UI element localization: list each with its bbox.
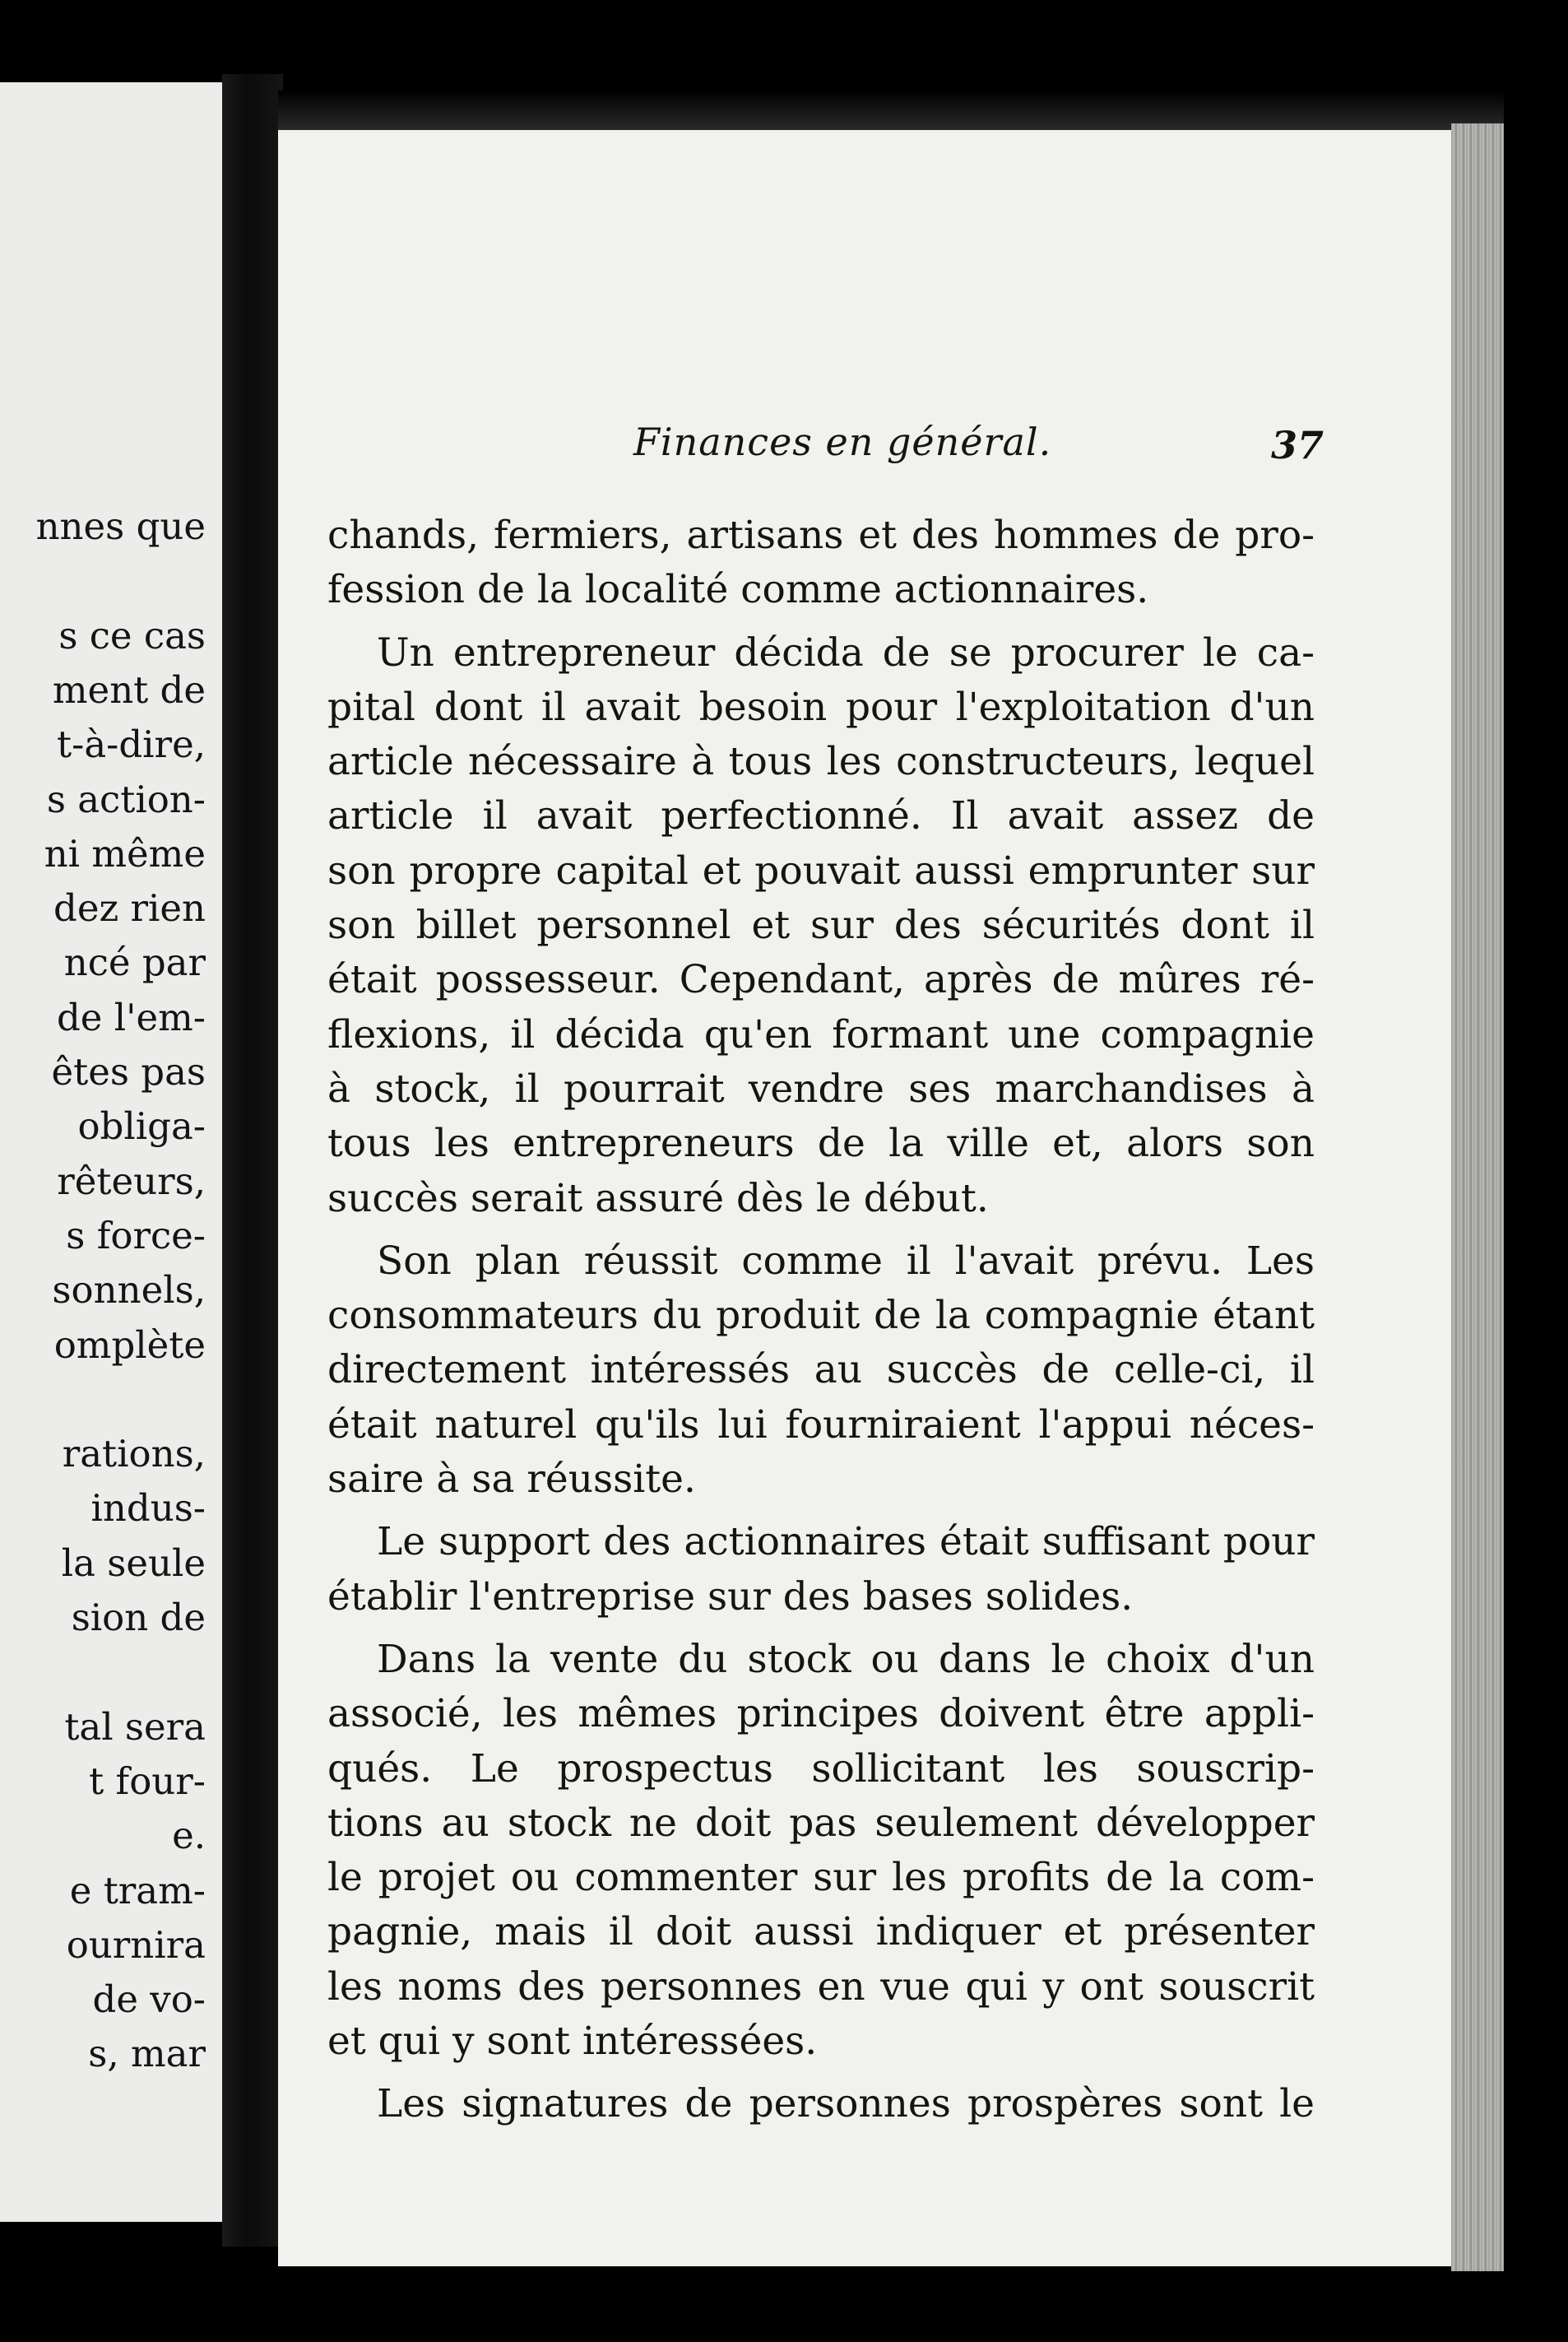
text-line: qués. Le prospectus sollicitant les souscrip-	[327, 1745, 1315, 1791]
paragraph	[327, 509, 1315, 618]
paragraph	[327, 2077, 1315, 2131]
paragraph	[327, 626, 1315, 1226]
previous-page-line: sion de	[71, 1596, 206, 1639]
page-number: 37	[1271, 423, 1324, 467]
text-line: consommateurs du produit de la compagnie étant	[327, 1293, 1315, 1339]
previous-page-line: de vo-	[92, 1977, 206, 2022]
text-line: établir l'entreprise sur des bases solides.	[327, 1573, 1134, 1619]
text-line: les noms des personnes en vue qui y ont souscrit	[327, 1963, 1315, 2010]
text-line: à stock, il pourrait vendre ses marchandises à	[327, 1066, 1315, 1112]
text-line: article nécessaire à tous les constructeurs, lequel	[327, 739, 1315, 785]
previous-page-line: tal sera	[64, 1704, 206, 1749]
paragraph	[327, 1515, 1315, 1624]
previous-page-line: de l'em-	[56, 995, 206, 1039]
text-line: pagnie, mais il doit aussi indiquer et présenter	[327, 1909, 1315, 1955]
text-line: tions au stock ne doit pas seulement développer	[327, 1800, 1315, 1846]
previous-page-line: nnes que	[35, 504, 206, 548]
previous-page-line: t four-	[89, 1759, 206, 1803]
text-line: chands, fermiers, artisans et des hommes de pro-	[327, 513, 1315, 558]
previous-page-line: e tram-	[69, 1868, 206, 1912]
paragraph	[327, 1234, 1315, 1507]
previous-page-line: ment de	[52, 667, 206, 712]
previous-page-line: omplète	[53, 1322, 206, 1367]
previous-page-text	[0, 82, 230, 2222]
text-line: saire à sa réussite.	[327, 1457, 696, 1503]
page-header	[280, 411, 1333, 477]
previous-page-line: indus-	[90, 1486, 206, 1531]
text-line: succès serait assuré dès le début.	[327, 1175, 989, 1221]
text-line: flexions, il décida qu'en formant une compagnie	[327, 1011, 1315, 1057]
book-spine	[222, 74, 283, 2247]
previous-page-line: dez rien	[53, 886, 206, 931]
text-line: Un entrepreneur décida de se procurer le ca-	[377, 630, 1315, 676]
previous-page-line: ncé par	[63, 941, 206, 985]
body-text	[327, 509, 1315, 2132]
paragraph	[327, 1633, 1315, 2069]
text-line: son billet personnel et sur des sécurités dont il	[327, 903, 1315, 949]
text-line: pital dont il avait besoin pour l'exploitation d'un	[327, 684, 1315, 730]
text-line: le projet ou commenter sur les profits de la com-	[327, 1855, 1315, 1901]
page-edge-stack	[1451, 123, 1504, 2271]
text-line: Les signatures de personnes prospères sont le	[377, 2081, 1315, 2127]
previous-page-line: s force-	[66, 1213, 206, 1257]
previous-page-line: ournira	[66, 1922, 206, 1967]
previous-page-line: t-à-dire,	[57, 723, 206, 767]
text-line: et qui y sont intéressées.	[327, 2019, 818, 2065]
previous-page-line: rêteurs,	[57, 1159, 206, 1203]
text-line: était naturel qu'ils lui fourniraient l'appui néces-	[327, 1401, 1315, 1447]
text-line: tous les entrepreneurs de la ville et, alors son	[327, 1121, 1315, 1167]
text-line: Son plan réussit comme il l'avait prévu. Les	[377, 1238, 1315, 1284]
text-line: était possesseur. Cependant, après de mûres ré-	[327, 957, 1315, 1003]
text-line: son propre capital et pouvait aussi emprunter sur	[327, 848, 1315, 894]
previous-page-fragment	[0, 82, 230, 2222]
previous-page-line: s action-	[46, 777, 206, 821]
text-line: Dans la vente du stock ou dans le choix d'un	[377, 1636, 1315, 1682]
previous-page-line: êtes pas	[51, 1050, 206, 1094]
previous-page-line: s ce cas	[58, 613, 206, 658]
top-shadow	[278, 91, 1504, 130]
running-head: Finances en général.	[633, 420, 1052, 464]
text-line: fession de la localité comme actionnaires.	[327, 567, 1149, 613]
previous-page-line: sonnels,	[52, 1268, 206, 1313]
text-line: directement intéressés au succès de celle-ci, il	[327, 1347, 1315, 1393]
text-line: Le support des actionnaires était suffisant pour	[377, 1519, 1315, 1565]
text-line: article il avait perfectionné. Il avait assez de	[327, 793, 1315, 839]
previous-page-line: obliga-	[77, 1104, 206, 1149]
previous-page-line: la seule	[61, 1540, 206, 1585]
previous-page-line: s, mar	[88, 2032, 206, 2076]
text-line: associé, les mêmes principes doivent être appli-	[327, 1691, 1315, 1737]
previous-page-line: e.	[172, 1814, 206, 1858]
previous-page-line: ni même	[44, 831, 206, 876]
previous-page-line: rations,	[62, 1432, 206, 1476]
